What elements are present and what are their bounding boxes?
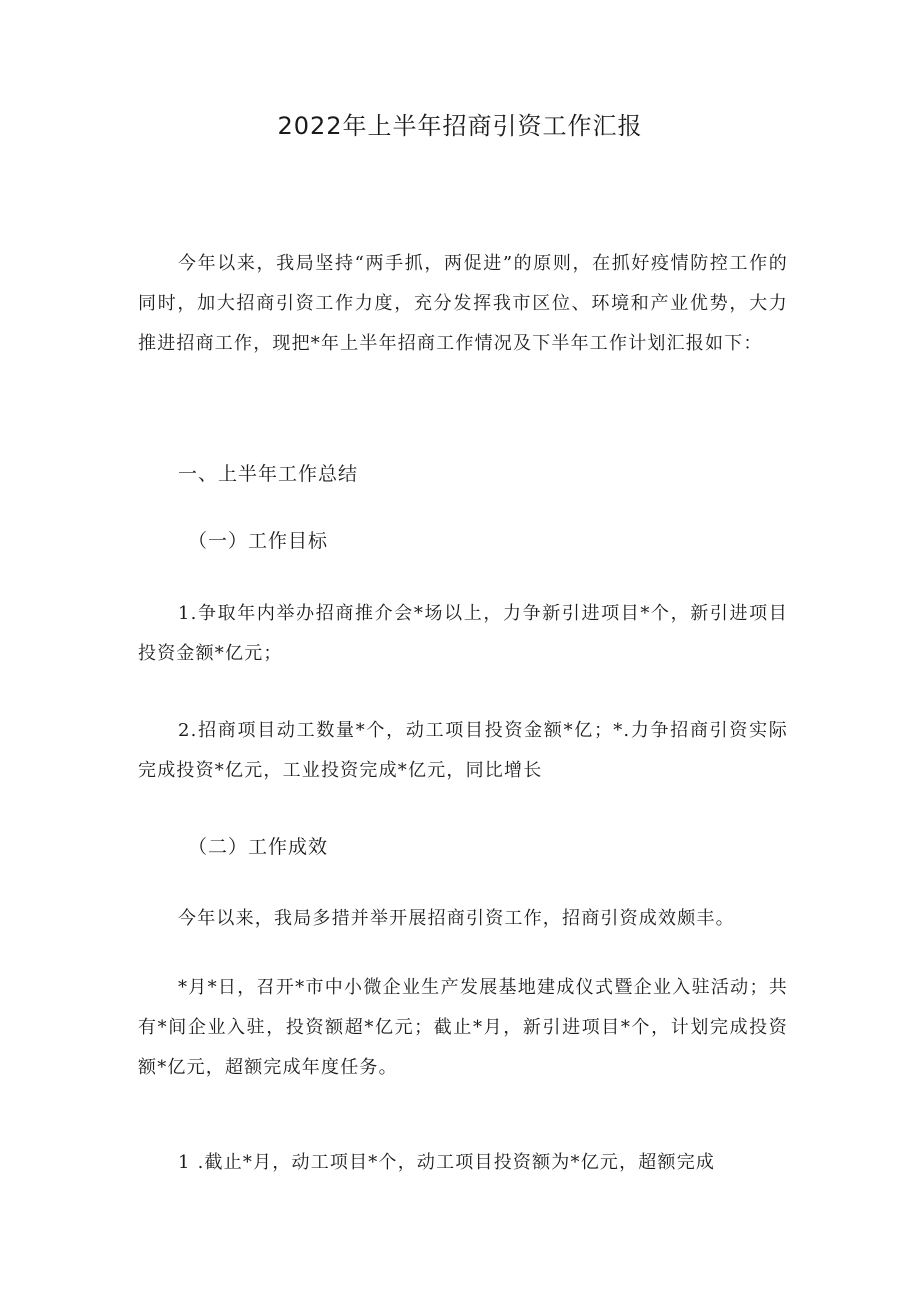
goal-item-2: 2.招商项目动工数量*个，动工项目投资金额*亿；*.力争招商引资实际完成投资*亿元，工业投资完成*亿元，同比增长 [138, 720, 788, 781]
intro-paragraph: 今年以来，我局坚持“两手抓，两促进”的原则，在抓好疫情防控工作的同时，加大招商引资工作力度，充分发挥我市区位、环境和产业优势，大力推进招商工作，现把*年上半年招商工作情况及下半年工作计划汇报如下： [138, 253, 788, 354]
subsection-heading-results: （二）工作成效 [188, 836, 329, 858]
goal-item-1: 1.争取年内举办招商推介会*场以上，力争新引进项目*个，新引进项目投资金额*亿元； [138, 603, 788, 664]
section-heading-summary: 一、上半年工作总结 [178, 463, 359, 485]
results-item-1: 1 .截止*月，动工项目*个，动工项目投资额为*亿元，超额完成 [178, 1152, 716, 1173]
document-title: 2022年上半年招商引资工作汇报 [277, 112, 643, 140]
subsection-heading-goals: （一）工作目标 [188, 530, 329, 552]
results-paragraph-2: *月*日，召开*市中小微企业生产发展基地建成仪式暨企业入驻活动；共有*间企业入驻，投资额超*亿元；截止*月，新引进项目*个，计划完成投资额*亿元，超额完成年度任务。 [138, 977, 788, 1078]
results-paragraph-1: 今年以来，我局多措并举开展招商引资工作，招商引资成效颇丰。 [178, 908, 735, 929]
